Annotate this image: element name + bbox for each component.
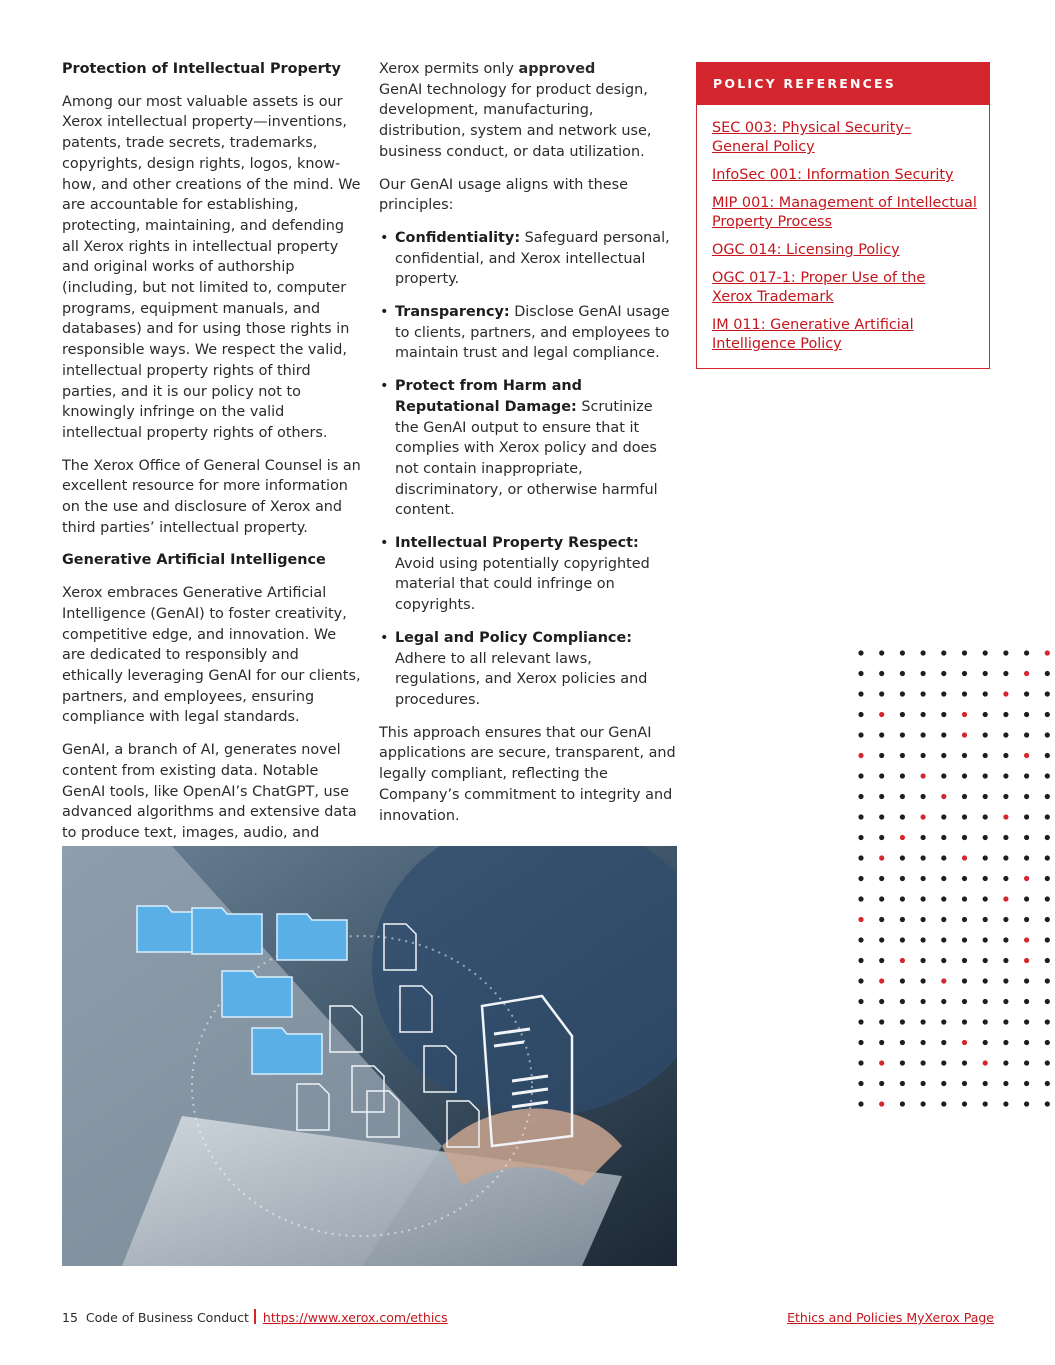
decorative-dot — [941, 794, 946, 799]
decorative-dot — [858, 999, 863, 1004]
decorative-dot — [1024, 794, 1029, 799]
decorative-dot — [962, 671, 967, 676]
decorative-dot — [858, 691, 863, 696]
decorative-dot — [858, 671, 863, 676]
heading-genai: Generative Artificial Intelligence — [62, 552, 326, 569]
decorative-dot — [900, 753, 905, 758]
decorative-dot — [858, 712, 863, 717]
decorative-dot — [879, 650, 884, 655]
decorative-dot — [900, 958, 905, 963]
decorative-dot — [858, 794, 863, 799]
decorative-dot — [900, 1101, 905, 1106]
decorative-dot — [1045, 835, 1050, 840]
heading-intellectual-property: Protection of Intellectual Property — [62, 61, 341, 77]
ethics-url-link[interactable]: https://www.xerox.com/ethics — [262, 1310, 448, 1325]
decorative-dot — [1045, 1060, 1050, 1065]
decorative-dot — [900, 1019, 905, 1024]
decorative-dot — [1003, 650, 1008, 655]
decorative-dot — [983, 835, 988, 840]
paragraph-approach: This approach ensures that our GenAI applications are secure, transparent, and legally compliant, reflecting the Company’s commitment to integrity and innovation. — [379, 724, 676, 824]
column-middle — [379, 59, 677, 838]
decorative-dot — [858, 773, 863, 778]
decorative-dot — [1024, 671, 1029, 676]
decorative-dot — [941, 835, 946, 840]
approved-pre: Xerox permits only — [379, 61, 514, 77]
genai-laptop-photo — [62, 846, 677, 1266]
decorative-dot — [900, 1060, 905, 1065]
bullet-text: Adhere to all relevant laws, regulations, and Xerox policies and procedures. — [395, 650, 648, 708]
decorative-dot — [921, 978, 926, 983]
decorative-dot — [900, 917, 905, 922]
decorative-dot — [858, 978, 863, 983]
decorative-dot — [900, 855, 905, 860]
link-im-011[interactable] — [712, 316, 979, 354]
link-line: General Policy — [712, 139, 815, 155]
decorative-dot — [1024, 814, 1029, 819]
decorative-dot — [879, 855, 884, 860]
principles-list — [379, 228, 677, 711]
decorative-dot — [1024, 978, 1029, 983]
paragraph-general-counsel: The Xerox Office of General Counsel is an excellent resource for more information on the use and disclosure of Xerox and third parties’ intellectual property. — [62, 457, 361, 536]
decorative-dot — [1045, 691, 1050, 696]
list-item-ip-respect — [379, 533, 677, 616]
decorative-dot — [983, 1081, 988, 1086]
decorative-dot — [879, 917, 884, 922]
decorative-dot — [921, 896, 926, 901]
decorative-dot — [1045, 896, 1050, 901]
decorative-dot — [1045, 937, 1050, 942]
decorative-dot — [1003, 835, 1008, 840]
decorative-dot — [921, 958, 926, 963]
decorative-dot — [962, 958, 967, 963]
decorative-dot — [879, 978, 884, 983]
decorative-dot — [1045, 917, 1050, 922]
decorative-dot — [858, 876, 863, 881]
decorative-dot — [1003, 1019, 1008, 1024]
decorative-dot — [921, 691, 926, 696]
decorative-dot — [1045, 712, 1050, 717]
decorative-dot — [921, 876, 926, 881]
link-line: IM 011: Generative Artificial — [712, 317, 914, 333]
decorative-dot — [921, 1101, 926, 1106]
decorative-dot — [900, 814, 905, 819]
bullet-title: Confidentiality: — [395, 229, 521, 246]
decorative-dot — [879, 876, 884, 881]
decorative-dot — [962, 712, 967, 717]
paragraph-approved-genai — [379, 59, 677, 163]
decorative-dot — [879, 1040, 884, 1045]
decorative-dot — [983, 773, 988, 778]
link-line: OGC 017-1: Proper Use of the — [712, 270, 926, 286]
decorative-dot — [879, 1060, 884, 1065]
decorative-dot — [858, 896, 863, 901]
bullet-title: Transparency: — [395, 304, 510, 321]
myxerox-page-link[interactable]: Ethics and Policies MyXerox Page — [787, 1310, 994, 1325]
decorative-dot — [1024, 753, 1029, 758]
bullet-title: Protect from Harm and Reputational Damage: — [395, 378, 582, 415]
decorative-dot — [962, 773, 967, 778]
paragraph-principles-intro: Our GenAI usage aligns with these principles: — [379, 176, 628, 214]
decorative-dot — [983, 732, 988, 737]
decorative-dot — [1045, 1081, 1050, 1086]
decorative-dot — [900, 732, 905, 737]
decorative-dot — [962, 753, 967, 758]
decorative-dot — [1045, 1019, 1050, 1024]
list-item-confidentiality — [379, 228, 677, 290]
decorative-dot — [983, 814, 988, 819]
decorative-dot — [900, 999, 905, 1004]
document-title: Code of Business Conduct — [85, 1310, 249, 1325]
decorative-dot — [879, 1019, 884, 1024]
decorative-dot — [1003, 814, 1008, 819]
approved-bold: approved — [518, 61, 596, 77]
decorative-dot — [962, 794, 967, 799]
decorative-dot — [1003, 794, 1008, 799]
paragraph-genai-definition: GenAI, a branch of AI, generates novel content from existing data. Notable GenAI tools, like OpenAI’s ChatGPT, use advanced algorithms and extensive data to produce text, images, audio, and — [62, 742, 357, 841]
decorative-dot — [941, 671, 946, 676]
laptop-illustration — [62, 846, 677, 1266]
decorative-dot — [879, 712, 884, 717]
decorative-dot — [1045, 732, 1050, 737]
decorative-dot — [1024, 876, 1029, 881]
decorative-dot — [1045, 1101, 1050, 1106]
decorative-dot — [1045, 773, 1050, 778]
decorative-dot — [858, 835, 863, 840]
decorative-dot — [858, 732, 863, 737]
decorative-dot — [921, 1060, 926, 1065]
bullet-title: Legal and Policy Compliance: — [395, 629, 632, 646]
decorative-dot — [1024, 937, 1029, 942]
decorative-dot — [941, 691, 946, 696]
decorative-dot — [1024, 773, 1029, 778]
decorative-dot — [962, 999, 967, 1004]
decorative-dot — [1045, 855, 1050, 860]
footer-separator — [254, 1309, 256, 1324]
decorative-dot — [858, 1060, 863, 1065]
decorative-dot — [941, 1019, 946, 1024]
decorative-dot — [921, 712, 926, 717]
decorative-dot — [900, 1081, 905, 1086]
decorative-dot — [1024, 1060, 1029, 1065]
link-line: Intelligence Policy — [712, 336, 842, 352]
decorative-dot — [1045, 876, 1050, 881]
decorative-dot — [962, 855, 967, 860]
decorative-dot — [1003, 671, 1008, 676]
link-mip-001[interactable] — [712, 194, 979, 232]
decorative-dot — [879, 896, 884, 901]
decorative-dot — [1003, 1040, 1008, 1045]
decorative-dot — [983, 753, 988, 758]
decorative-dot — [1003, 917, 1008, 922]
decorative-dot — [921, 1081, 926, 1086]
decorative-dot — [1024, 712, 1029, 717]
decorative-dot — [900, 671, 905, 676]
decorative-dot — [1003, 937, 1008, 942]
decorative-dot — [921, 1019, 926, 1024]
decorative-dot — [941, 1081, 946, 1086]
list-item-protect-from-harm — [379, 376, 677, 521]
decorative-dot — [1024, 999, 1029, 1004]
decorative-dot — [941, 753, 946, 758]
decorative-dot — [941, 978, 946, 983]
decorative-dot — [1045, 958, 1050, 963]
decorative-dot — [879, 732, 884, 737]
decorative-dot — [858, 814, 863, 819]
list-item-transparency — [379, 302, 677, 364]
link-sec-003[interactable] — [712, 119, 979, 157]
decorative-dot — [1045, 671, 1050, 676]
decorative-dot — [1003, 876, 1008, 881]
decorative-dot — [879, 1081, 884, 1086]
paragraph-ip-assets: Among our most valuable assets is our Xerox intellectual property—inventions, patents, trade secrets, trademarks, copyrights, design rights, logos, know-how, and other creations of the mind. We are accountable for establishing, protecting, maintaining, and defending all Xerox rights in intellectual property and original works of authorship (including, but not limited to, computer programs, equipment manuals, and databases) and for using those rights in responsible ways. We respect the valid, intellectual property rights of third parties, and it is our policy not to knowingly infringe on the valid intellectual property rights of others. — [62, 93, 361, 441]
approved-post: GenAI technology for product design, development, manufacturing, distribution, system and network use, business conduct, or data utilization. — [379, 81, 652, 160]
decorative-dot — [1003, 1060, 1008, 1065]
decorative-dot — [1024, 691, 1029, 696]
decorative-dot — [1045, 650, 1050, 655]
link-ogc-017-1[interactable] — [712, 269, 979, 307]
decorative-dot — [983, 794, 988, 799]
decorative-dot — [962, 1019, 967, 1024]
decorative-dot — [1045, 794, 1050, 799]
bullet-text: Scrutinize the GenAI output to ensure that it complies with Xerox policy and does not contain inappropriate, discriminatory, or otherwise harmful content. — [395, 398, 658, 519]
decorative-dot — [962, 835, 967, 840]
policy-links — [697, 105, 989, 354]
decorative-dot — [1024, 958, 1029, 963]
decorative-dot — [941, 814, 946, 819]
decorative-dot — [900, 773, 905, 778]
decorative-dot — [941, 896, 946, 901]
decorative-dot — [900, 1040, 905, 1045]
paragraph-genai-embrace: Xerox embraces Generative Artificial Intelligence (GenAI) to foster creativity, competitive edge, and innovation. We are dedicated to responsibly and ethically leveraging GenAI for our clients, partners, and employees, ensuring compliance with legal standards. — [62, 585, 361, 726]
decorative-dot — [983, 1019, 988, 1024]
decorative-dot — [1045, 1040, 1050, 1045]
decorative-dot — [858, 1019, 863, 1024]
decorative-dot — [962, 1040, 967, 1045]
decorative-dot — [941, 917, 946, 922]
decorative-dot — [983, 999, 988, 1004]
decorative-dot — [1024, 1040, 1029, 1045]
link-line: InfoSec 001: Information Security — [712, 167, 954, 183]
decorative-dot — [941, 712, 946, 717]
decorative-dot — [921, 999, 926, 1004]
decorative-dot — [941, 1101, 946, 1106]
decorative-dot — [879, 999, 884, 1004]
decorative-dot — [962, 978, 967, 983]
decorative-dot — [983, 712, 988, 717]
decorative-dot — [983, 958, 988, 963]
decorative-dot — [1003, 855, 1008, 860]
bullet-text: Disclose GenAI usage to clients, partners, and employees to maintain trust and legal compliance. — [395, 304, 670, 362]
decorative-dot — [1003, 958, 1008, 963]
decorative-dot — [983, 691, 988, 696]
decorative-dot — [962, 814, 967, 819]
decorative-dot — [879, 691, 884, 696]
decorative-dot — [879, 937, 884, 942]
decorative-dot — [941, 732, 946, 737]
decorative-dot — [941, 1060, 946, 1065]
list-item-legal-compliance — [379, 628, 677, 711]
decorative-dot — [941, 650, 946, 655]
decorative-dot — [983, 855, 988, 860]
decorative-dot — [921, 773, 926, 778]
decorative-dot — [1024, 1019, 1029, 1024]
decorative-dot — [962, 650, 967, 655]
decorative-dot — [1024, 650, 1029, 655]
decorative-dot — [1024, 835, 1029, 840]
decorative-dot — [983, 917, 988, 922]
decorative-dot — [921, 855, 926, 860]
decorative-dot — [858, 958, 863, 963]
decorative-dot — [1024, 732, 1029, 737]
decorative-dot — [1003, 1081, 1008, 1086]
decorative-dot — [1003, 978, 1008, 983]
decorative-dot — [879, 814, 884, 819]
decorative-dot — [879, 794, 884, 799]
decorative-dot — [962, 732, 967, 737]
decorative-dot — [1003, 773, 1008, 778]
decorative-dot — [962, 691, 967, 696]
decorative-dot — [983, 1040, 988, 1045]
decorative-dot — [879, 671, 884, 676]
bullet-text: Avoid using potentially copyrighted material that could infringe on copyrights. — [395, 555, 650, 614]
decorative-dot — [962, 937, 967, 942]
decorative-dot — [962, 876, 967, 881]
decorative-dot — [1045, 753, 1050, 758]
link-line: Property Process — [712, 214, 833, 230]
decorative-dot — [941, 855, 946, 860]
decorative-dot — [858, 917, 863, 922]
decorative-dot — [983, 896, 988, 901]
bullet-title: Intellectual Property Respect: — [395, 535, 639, 552]
decorative-dot — [962, 896, 967, 901]
decorative-dot — [1003, 999, 1008, 1004]
decorative-dot — [900, 896, 905, 901]
decorative-dot — [941, 1040, 946, 1045]
decorative-dot — [983, 1060, 988, 1065]
decorative-dot — [879, 773, 884, 778]
decorative-dot — [1024, 896, 1029, 901]
decorative-dot — [858, 1101, 863, 1106]
decorative-dot — [900, 794, 905, 799]
link-line: SEC 003: Physical Security– — [712, 120, 912, 136]
decorative-dot — [941, 773, 946, 778]
decorative-dot — [1024, 1081, 1029, 1086]
decorative-dot — [1003, 1101, 1008, 1106]
decorative-dot — [921, 835, 926, 840]
decorative-dot — [1024, 855, 1029, 860]
decorative-dot — [879, 958, 884, 963]
decorative-dot — [879, 835, 884, 840]
decorative-dot — [962, 1081, 967, 1086]
policy-references-header: POLICY REFERENCES — [697, 63, 989, 105]
column-left — [62, 59, 362, 876]
decorative-dot — [1003, 712, 1008, 717]
decorative-dot — [1003, 691, 1008, 696]
decorative-dot — [1024, 917, 1029, 922]
decorative-dot — [900, 691, 905, 696]
decorative-dot — [921, 917, 926, 922]
decorative-dot — [983, 650, 988, 655]
decorative-dot — [962, 1060, 967, 1065]
decorative-dot — [941, 958, 946, 963]
decorative-dot — [941, 999, 946, 1004]
decorative-dot — [921, 1040, 926, 1045]
decorative-dot — [900, 712, 905, 717]
link-infosec-001[interactable] — [712, 166, 979, 185]
decorative-dot — [921, 794, 926, 799]
decorative-dot — [921, 753, 926, 758]
decorative-dot — [921, 814, 926, 819]
decorative-dot — [921, 650, 926, 655]
decorative-dot — [983, 876, 988, 881]
decorative-dot — [941, 937, 946, 942]
decorative-dot — [879, 1101, 884, 1106]
link-ogc-014[interactable] — [712, 241, 979, 260]
decorative-dot — [1003, 732, 1008, 737]
decorative-dot — [858, 855, 863, 860]
decorative-dot — [858, 753, 863, 758]
decorative-dot — [858, 1040, 863, 1045]
decorative-dot — [983, 671, 988, 676]
decorative-dot — [900, 876, 905, 881]
decorative-dot — [1045, 999, 1050, 1004]
link-line: MIP 001: Management of Intellectual — [712, 195, 977, 211]
link-line: OGC 014: Licensing Policy — [712, 242, 900, 258]
decorative-dot — [879, 753, 884, 758]
decorative-dot — [921, 937, 926, 942]
decorative-dot — [983, 1101, 988, 1106]
decorative-dot — [1045, 978, 1050, 983]
decorative-dot — [941, 876, 946, 881]
decorative-dot — [900, 835, 905, 840]
decorative-dot — [921, 671, 926, 676]
decorative-dot — [900, 650, 905, 655]
decorative-dot — [962, 917, 967, 922]
decorative-dot — [1045, 814, 1050, 819]
link-line: Xerox Trademark — [712, 289, 834, 305]
decorative-dot — [858, 650, 863, 655]
decorative-dot — [1003, 753, 1008, 758]
decorative-dot — [900, 978, 905, 983]
decorative-dot — [983, 937, 988, 942]
decorative-dot — [858, 1081, 863, 1086]
decorative-dot — [858, 937, 863, 942]
decorative-dot — [921, 732, 926, 737]
policy-references-box — [696, 62, 990, 369]
page-number: 15 — [62, 1310, 78, 1325]
decorative-dot — [1003, 896, 1008, 901]
decorative-dot-grid — [850, 642, 1055, 1262]
decorative-dot — [983, 978, 988, 983]
bullet-text: Safeguard personal, confidential, and Xerox intellectual property. — [395, 229, 670, 288]
page-footer — [62, 1308, 994, 1328]
decorative-dot — [962, 1101, 967, 1106]
decorative-dot — [900, 937, 905, 942]
decorative-dot — [1024, 1101, 1029, 1106]
